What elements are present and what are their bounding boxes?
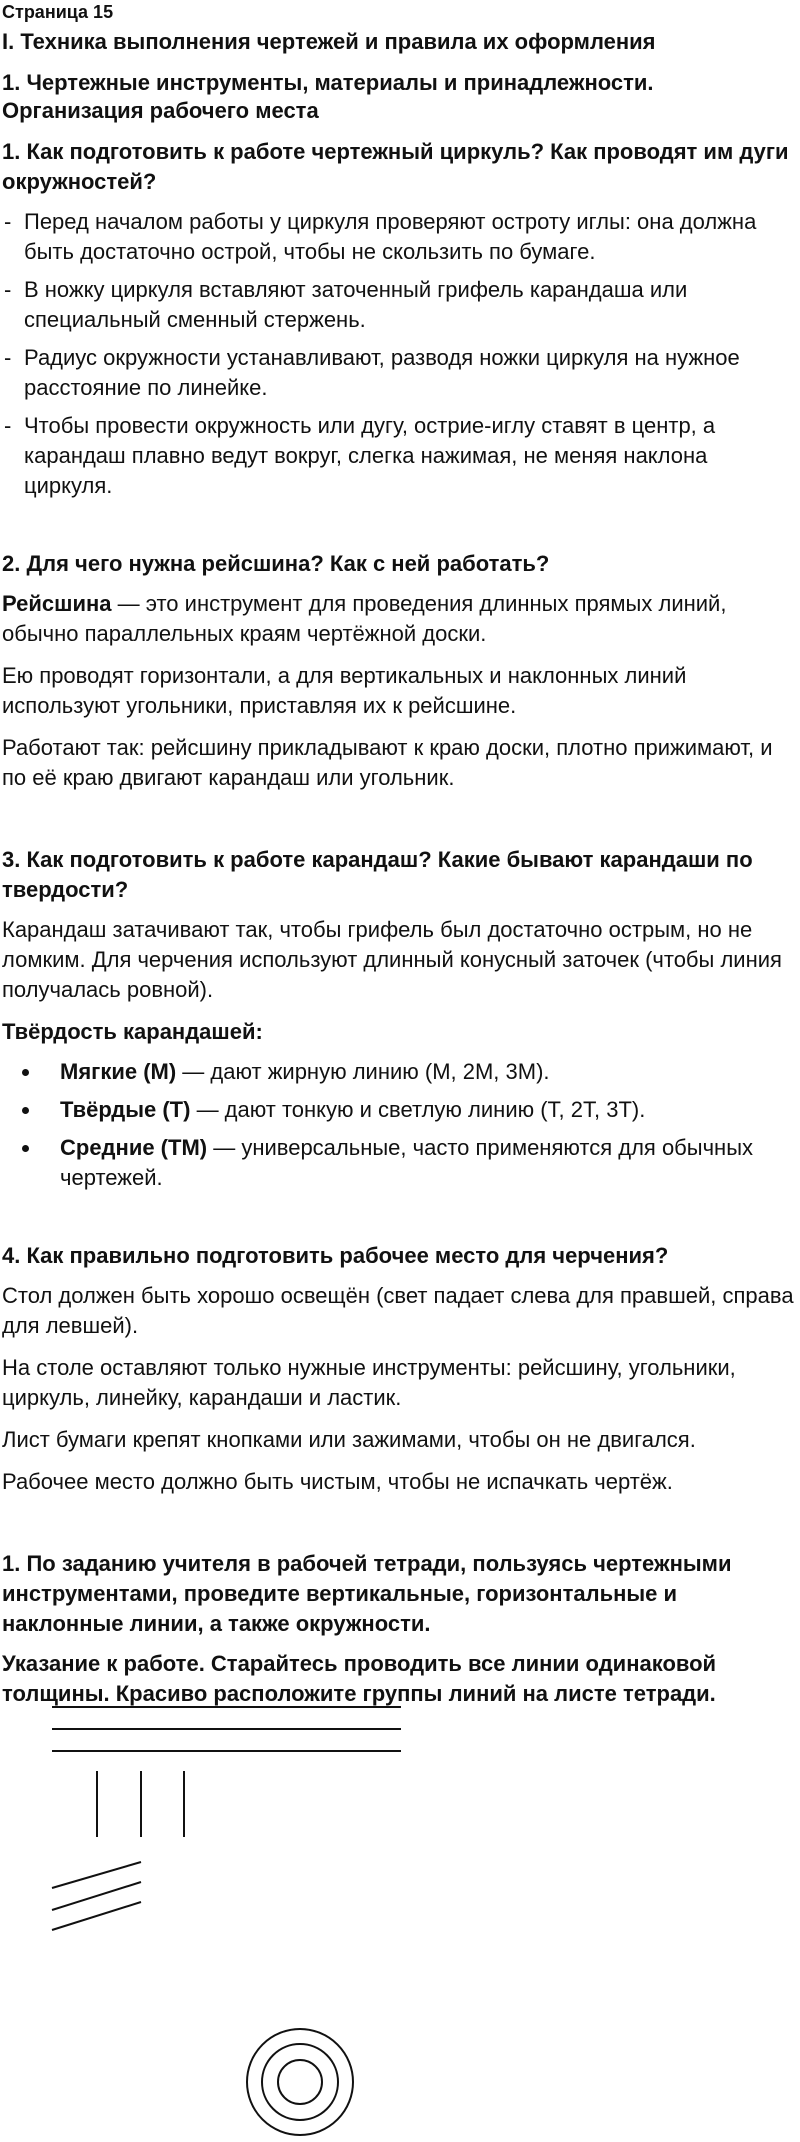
list-item: - Радиус окружности устанавливают, разводя ножки циркуля на нужное расстояние по линейке. [2,343,798,403]
section-title: 1. Чертежные инструменты, материалы и принадлежности. Организация рабочего места [2,70,654,123]
paragraph: Карандаш затачивают так, чтобы грифель был достаточно острым, но не ломким. Для черчения используют длинный конусный заточек (чтобы линия получалась ровной). [2,917,782,1002]
inclined-line [52,1862,141,1888]
line-exercise-drawing [0,1650,800,2142]
circle [262,2044,338,2120]
paragraph: На столе оставляют только нужные инструменты: рейсшину, угольники, циркуль, линейку, карандаши и ластик. [2,1355,736,1410]
question-3-title: 3. Как подготовить к работе карандаш? Какие бывают карандаши по твердости? [2,847,753,902]
question-1-title: 1. Как подготовить к работе чертежный циркуль? Как проводят им дуги окружностей? [2,139,789,194]
pencil-hardness-list [2,1057,798,1193]
question-2-title: 2. Для чего нужна рейсшина? Как с ней работать? [2,551,550,576]
chapter-title: I. Техника выполнения чертежей и правила их оформления [2,29,656,54]
term: Рейсшина [2,591,112,616]
list-item: - В ножку циркуля вставляют заточенный грифель карандаша или специальный сменный стержень. [2,275,798,335]
task-instruction: Указание к работе. Старайтесь проводить все линии одинаковой толщины. Красиво расположите группы линий на листе тетради. [2,1651,717,1706]
subheading: Твёрдость карандашей: [2,1019,263,1044]
paragraph: Рабочее место должно быть чистым, чтобы не испачкать чертёж. [2,1469,673,1494]
paragraph: Работают так: рейсшину прикладывают к краю доски, плотно прижимают, и по её краю двигают карандаш или угольник. [2,735,773,790]
page-number: Страница 15 [2,2,114,22]
list-item: Средние (ТМ) — универсальные, часто применяются для обычных чертежей. [2,1133,798,1193]
compass-steps-list [2,207,798,501]
paragraph: Рейсшина — это инструмент для проведения длинных прямых линий, обычно параллельных краям чертёжной доски. [2,591,727,646]
paragraph: Ею проводят горизонтали, а для вертикальных и наклонных линий используют угольники, приставляя их к рейсшине. [2,663,687,718]
list-item: Твёрдые (Т) — дают тонкую и светлую линию (Т, 2Т, 3Т). [2,1095,798,1125]
paragraph: Стол должен быть хорошо освещён (свет падает слева для правшей, справа для левшей). [2,1283,794,1338]
question-4-title: 4. Как правильно подготовить рабочее место для черчения? [2,1243,669,1268]
paragraph: Лист бумаги крепят кнопками или зажимами, чтобы он не двигался. [2,1427,696,1452]
task-title: 1. По заданию учителя в рабочей тетради, пользуясь чертежными инструментами, проведите вертикальные, горизонтальные и наклонные линии, а также окружности. [2,1551,732,1636]
list-item: - Перед началом работы у циркуля проверяют остроту иглы: она должна быть достаточно острой, чтобы не скользить по бумаге. [2,207,798,267]
list-item: Мягкие (М) — дают жирную линию (М, 2М, 3М). [2,1057,798,1087]
list-item: - Чтобы провести окружность или дугу, острие-иглу ставят в центр, а карандаш плавно ведут вокруг, слегка нажимая, не меняя наклона циркуля. [2,411,798,501]
circle [278,2060,322,2104]
